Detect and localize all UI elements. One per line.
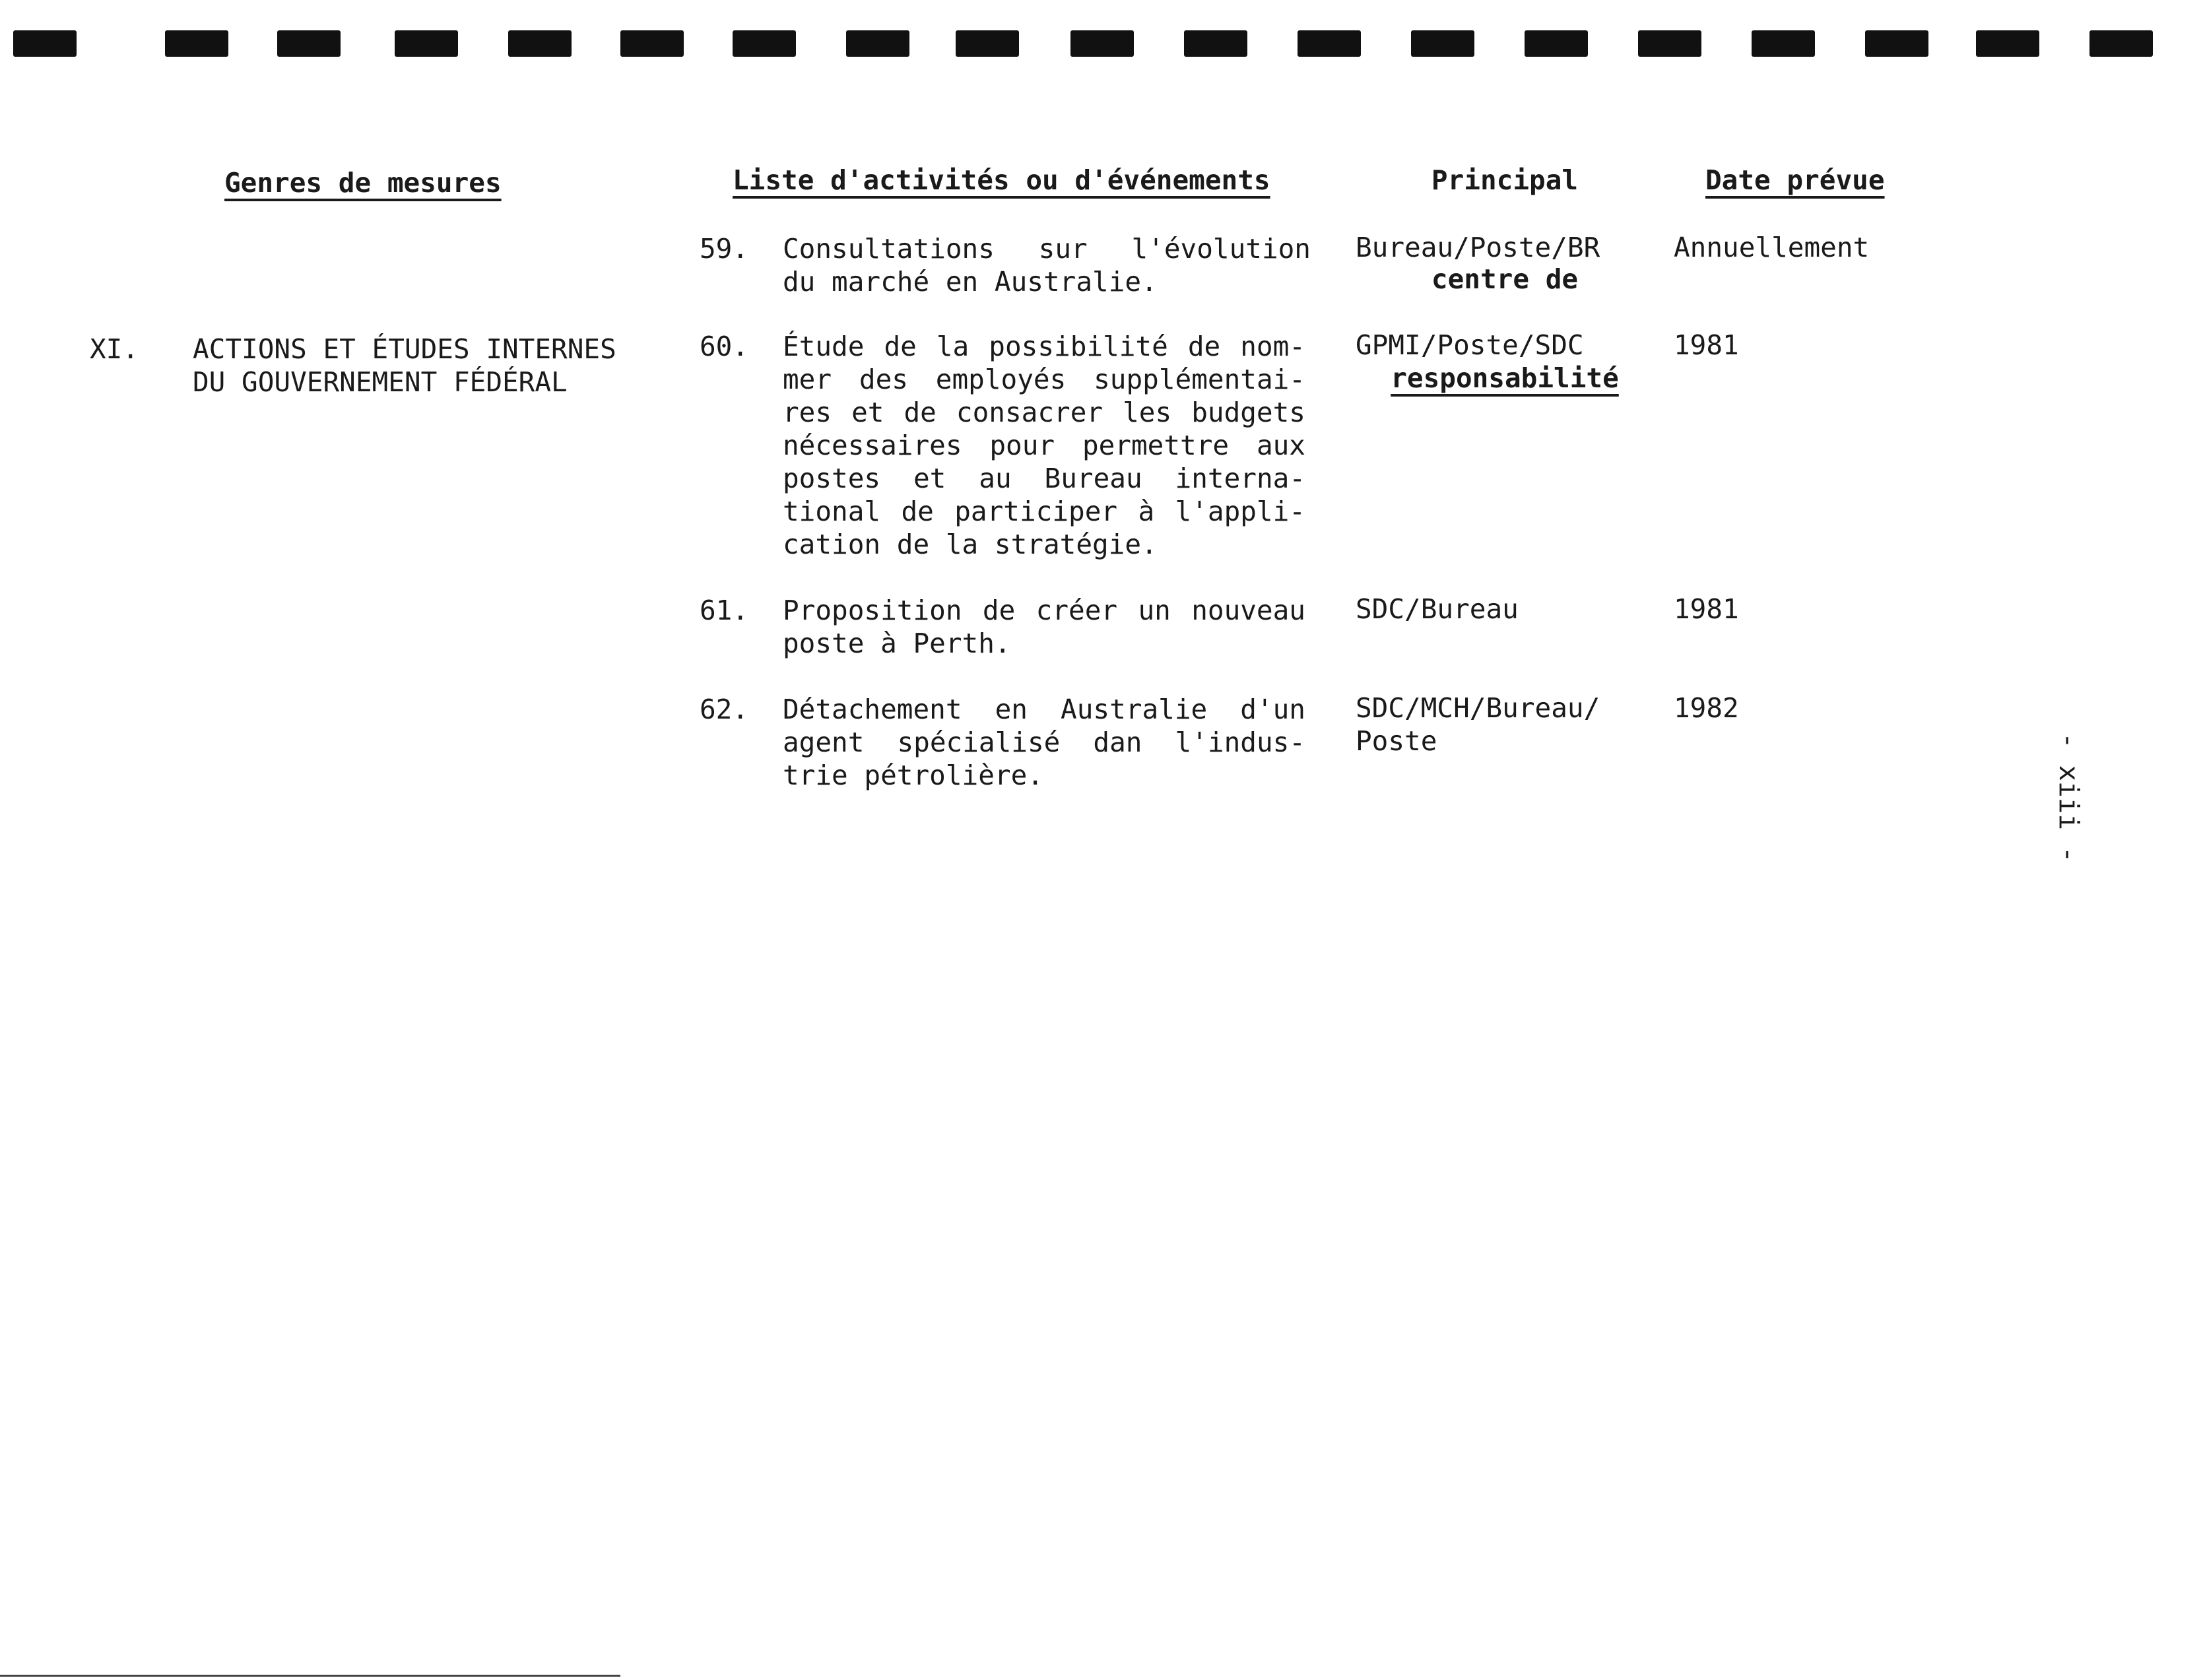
description-line: Détachement en Australie d'un (783, 694, 1305, 725)
perforation-hole (1976, 30, 2039, 57)
perforation-hole (508, 30, 572, 57)
item-date: 1981 (1674, 593, 1739, 625)
perforation-hole (1752, 30, 1815, 57)
item-description (783, 594, 1305, 660)
description-line: agent spécialisé dan l'indus- (783, 727, 1305, 758)
perforation-hole (846, 30, 909, 57)
perforation-hole (1184, 30, 1247, 57)
header-liste: Liste d'activités ou d'événements (733, 164, 1270, 196)
section-number: XI. (90, 333, 139, 365)
perforation-hole (395, 30, 458, 57)
header-principal: Principal centre de responsabilité (1391, 164, 1619, 394)
perforation-hole (1411, 30, 1474, 57)
perforation-hole (1525, 30, 1588, 57)
perforation-hole (1865, 30, 1928, 57)
item-description (783, 693, 1305, 792)
description-line: Proposition de créer un nouveau (783, 595, 1305, 626)
perforation-hole (956, 30, 1019, 57)
description-line: tional de participer à l'appli- (783, 496, 1305, 527)
item-description (783, 232, 1311, 298)
description-line: poste à Perth. (783, 628, 1011, 659)
perforation-hole (277, 30, 341, 57)
section-title-line2: DU GOUVERNEMENT FÉDÉRAL (193, 366, 568, 398)
page-number: - xiii - (2053, 732, 2085, 863)
description-line: postes et au Bureau interna- (783, 463, 1305, 494)
item-date: 1982 (1674, 692, 1739, 724)
description-line: res et de consacrer les budgets (783, 397, 1305, 428)
item-description (783, 330, 1305, 561)
perforation-hole (2089, 30, 2153, 57)
header-date: Date prévue (1705, 164, 1885, 196)
description-line: trie pétrolière. (783, 759, 1043, 791)
item-centre: SDC/MCH/Bureau/ (1356, 692, 1600, 724)
description-line: nécessaires pour permettre aux (783, 430, 1305, 461)
item-number: 61. (700, 595, 749, 626)
bottom-edge-rule (0, 1675, 620, 1677)
section-title-line1: ACTIONS ET ÉTUDES INTERNES (193, 333, 616, 365)
item-centre: Poste (1356, 725, 1437, 757)
perforation-hole (620, 30, 684, 57)
perforation-hole (13, 30, 77, 57)
item-number: 59. (700, 233, 749, 265)
perforation-strip (0, 24, 2203, 63)
header-genres: Genres de mesures (224, 167, 502, 199)
item-centre: GPMI/Poste/SDC (1356, 329, 1584, 361)
item-number: 60. (700, 331, 749, 362)
perforation-hole (1298, 30, 1361, 57)
item-date: Annuellement (1674, 232, 1870, 263)
perforation-hole (165, 30, 228, 57)
description-line: cation de la stratégie. (783, 529, 1158, 560)
perforation-hole (733, 30, 796, 57)
description-line: mer des employés supplémentai- (783, 364, 1305, 395)
item-centre: Bureau/Poste/BR (1356, 232, 1600, 263)
perforation-hole (1638, 30, 1701, 57)
item-number: 62. (700, 694, 749, 725)
description-line: Étude de la possibilité de nom- (783, 331, 1305, 362)
description-line: Consultations sur l'évolution (783, 233, 1311, 265)
perforation-hole (1070, 30, 1134, 57)
description-line: du marché en Australie. (783, 266, 1158, 298)
item-date: 1981 (1674, 329, 1739, 361)
item-centre: SDC/Bureau (1356, 593, 1519, 625)
